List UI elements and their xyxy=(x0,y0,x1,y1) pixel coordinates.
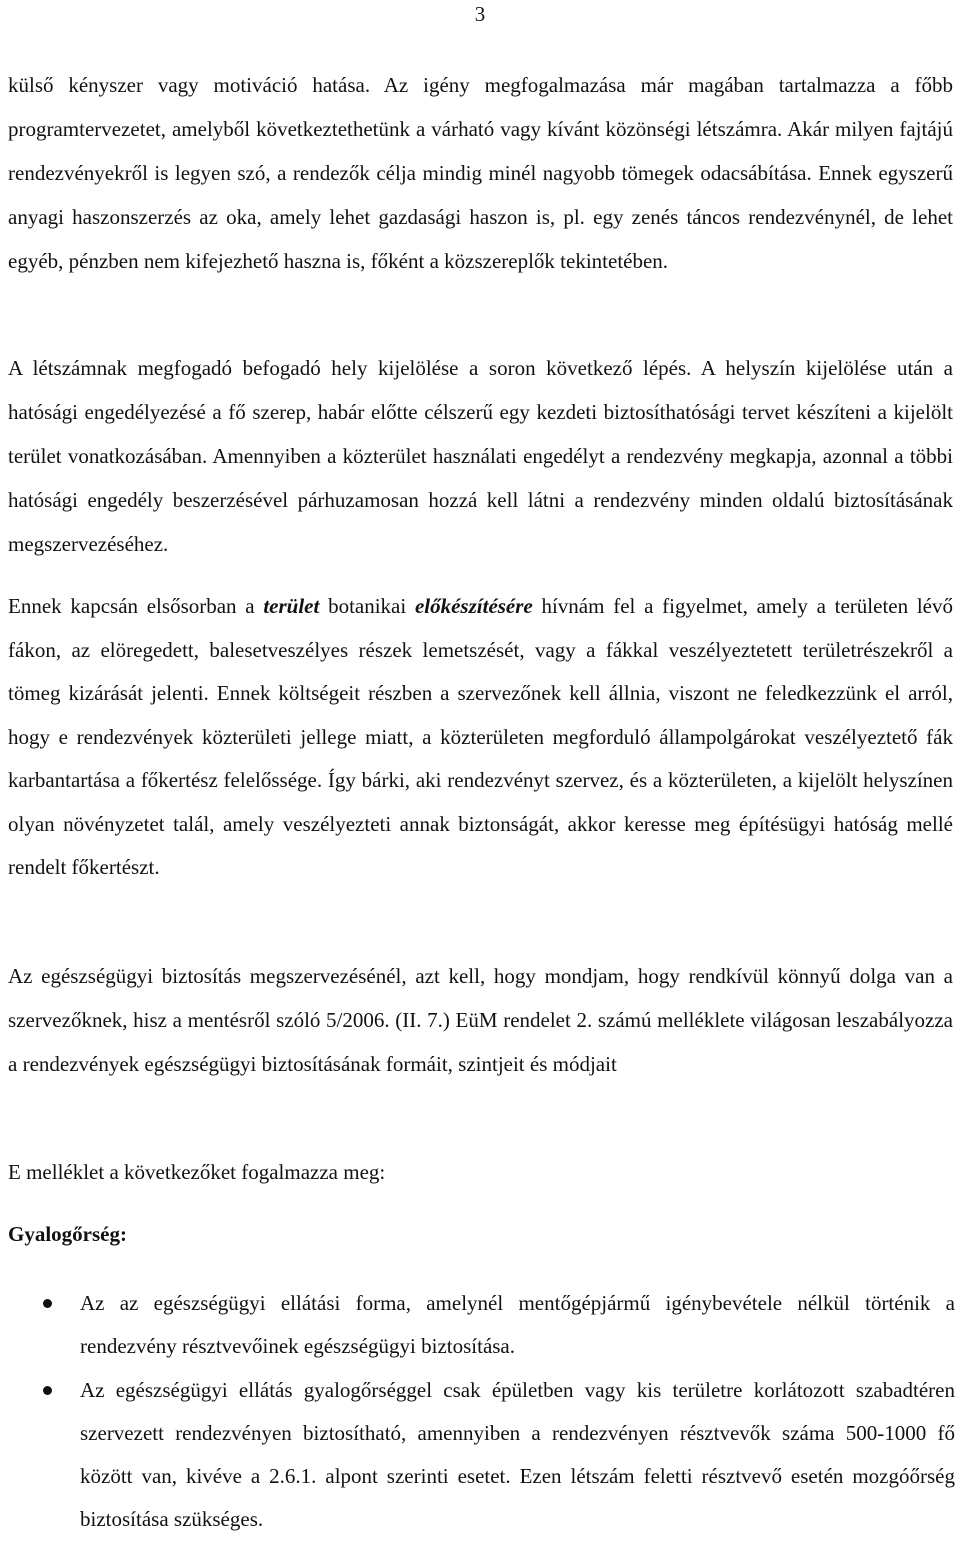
bullet-icon xyxy=(43,1386,52,1395)
paragraph-botanical-text-1: Ennek kapcsán elsősorban a xyxy=(8,594,264,618)
bullet-list xyxy=(0,1282,960,1541)
section-heading: Gyalogőrség: xyxy=(8,1222,127,1246)
bullet-icon xyxy=(43,1299,52,1308)
emphasis-elokeszitesere: előkészítésére xyxy=(414,594,533,618)
paragraph-botanical-text-2: botanikai xyxy=(319,594,415,618)
list-item xyxy=(0,1282,955,1368)
paragraph-annex-intro: E melléklet a következőket fogalmazza meg: xyxy=(8,1160,386,1184)
paragraph-venue: A létszámnak megfogadó befogadó hely kijelölése a soron következő lépés. A helyszín kijelölése után a hatósági engedélyezésé a fő szerep, habár előtte célszerű egy kezdeti biztosíthatósági tervet készíteni a kijelölt terület vonatkozásában. Amennyiben a közterület használati engedélyt a rendezvény megkapja, azonnal a többi hatósági engedély beszerzésével párhuzamosan hozzá kell látni a rendezvény minden oldalú biztosításának megszervezéséhez. xyxy=(8,356,953,556)
paragraph-health: Az egészségügyi biztosítás megszervezésénél, azt kell, hogy mondjam, hogy rendkívül könnyű dolga van a szervezőknek, hisz a mentésről szóló 5/2006. (II. 7.) EüM rendelet 2. számú melléklete világosan leszabályozza a rendezvények egészségügyi biztosításának formáit, szintjeit és módjait xyxy=(8,964,953,1076)
page-number: 3 xyxy=(474,2,486,26)
paragraph-botanical xyxy=(8,585,953,890)
paragraph-demand: külső kényszer vagy motiváció hatása. Az igény megfogalmazása már magában tartalmazza a főbb programtervezetet, amelyből következtethetünk a várható vagy kívánt közönségi létszámra. Akár milyen fajtájú rendezvényekről is legyen szó, a rendezők célja mindig minél nagyobb tömegek odacsábítása. Ennek egyszerű anyagi haszonszerzés az oka, amely lehet gazdasági haszon is, pl. egy zenés táncos rendezvénynél, de lehet egyéb, pénzben nem kifejezhető haszna is, főként a közszereplők tekintetében. xyxy=(8,73,953,273)
paragraph-botanical-text-3: hívnám fel a figyelmet, amely a területen lévő fákon, az elöregedett, balesetveszélyes részek lemetszését, vagy a fákkal veszélyeztetett területrészekről a tömeg kizárását jelenti. Ennek költségeit részben a szervezőnek kell állnia, viszont ne feledkezzünk el arról, hogy e rendezvények közterületi jellege miatt, a közterületen megforduló állampolgárokat veszélyeztető fák karbantartása a főkertész felelőssége. Így bárki, aki rendezvényt szervez, és a közterületen, a kijelölt helyszínen olyan növényzetet talál, amely veszélyezteti annak biztonságát, akkor keresse meg építésügyi hatóság mellé rendelt főkertészt. xyxy=(8,594,953,879)
list-item-text: Az egészségügyi ellátás gyalogőrséggel csak épületben vagy kis területre korlátozott szabadtéren szervezett rendezvényen biztosítható, amennyiben a rendezvényen résztvevők száma 500-1000 fő között van, kivéve a 2.6.1. alpont szerinti esetet. Ezen létszám feletti résztvevő esetén mozgóőrség biztosítása szükséges. xyxy=(80,1378,955,1531)
list-item-text: Az az egészségügyi ellátási forma, amelynél mentőgépjármű igénybevétele nélkül történik a rendezvény résztvevőinek egészségügyi biztosítása. xyxy=(80,1291,955,1358)
list-item xyxy=(0,1369,955,1541)
emphasis-terulet: terület xyxy=(263,594,320,618)
